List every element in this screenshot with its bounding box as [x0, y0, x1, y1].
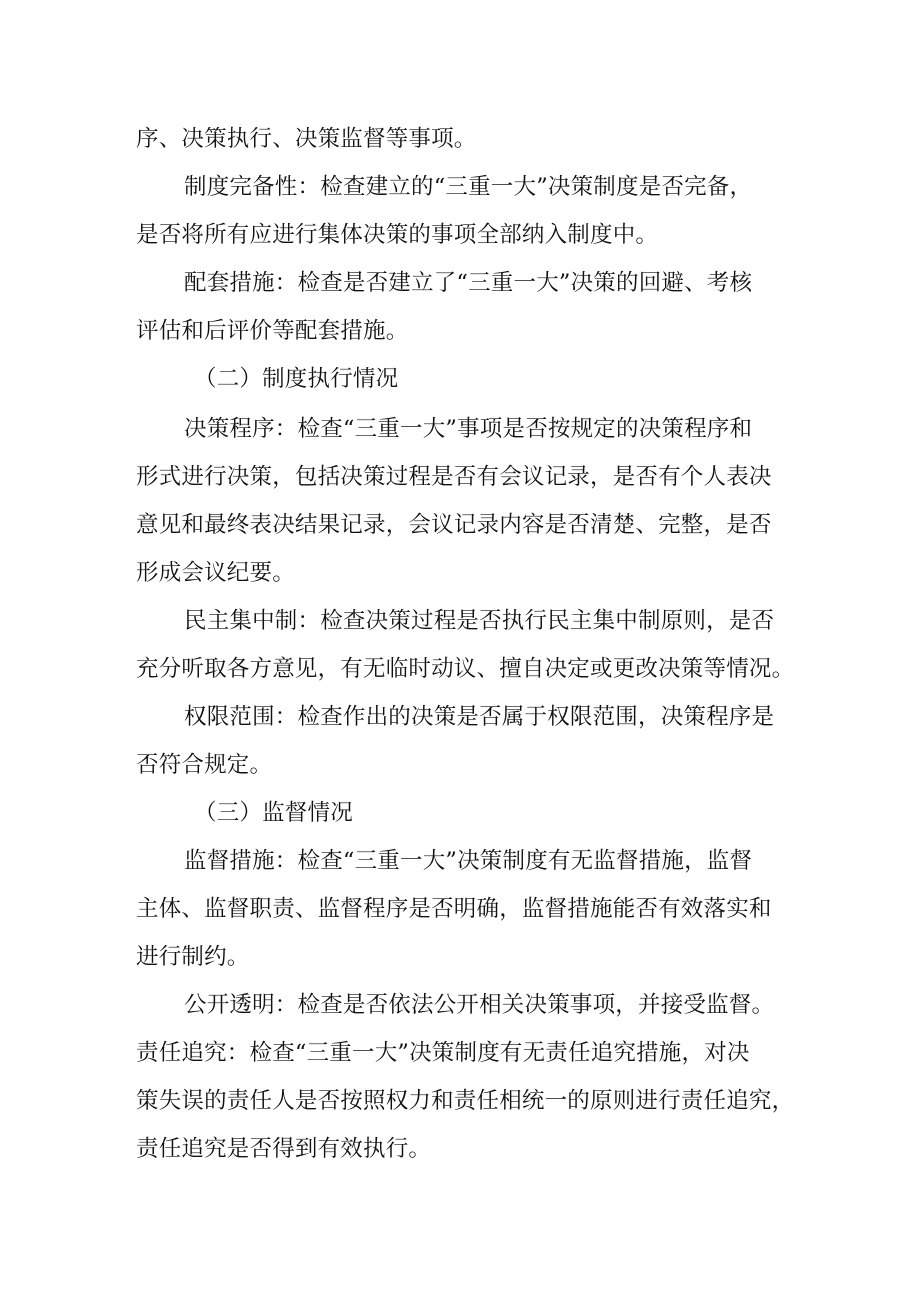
paragraph-democratic-centralism: 民主集中制：检查决策过程是否执行民主集中制原则，是否: [184, 608, 775, 634]
text-line: 责任追究是否得到有效执行。: [136, 1136, 432, 1162]
paragraph-transparency: 公开透明：检查是否依法公开相关决策事项，并接受监督。: [184, 992, 775, 1018]
text-line: 形式进行决策，包括决策过程是否有会议记录，是否有个人表决: [136, 464, 772, 490]
text-line: 形成会议纪要。: [136, 560, 295, 586]
text-line: 策失误的责任人是否按照权力和责任相统一的原则进行责任追究，: [136, 1088, 795, 1114]
text-line: 否符合规定。: [136, 752, 273, 778]
paragraph-decision-procedure: 决策程序：检查“三重一大”事项是否按规定的决策程序和: [184, 416, 753, 442]
paragraph-system-completeness: 制度完备性：检查建立的“三重一大”决策制度是否完备，: [184, 174, 753, 200]
text-line: 充分听取各方意见，有无临时动议、擅自决定或更改决策等情况。: [136, 656, 795, 682]
text-line: 评估和后评价等配套措施。: [136, 318, 409, 344]
paragraph-authority-scope: 权限范围：检查作出的决策是否属于权限范围，决策程序是: [184, 704, 775, 730]
text-line: 是否将所有应进行集体决策的事项全部纳入制度中。: [136, 222, 659, 248]
paragraph-accountability: 责任追究：检查“三重一大”决策制度有无责任追究措施，对决: [136, 1040, 750, 1066]
paragraph-supporting-measures: 配套措施：检查是否建立了“三重一大”决策的回避、考核: [184, 270, 753, 296]
section-heading-3: （三）监督情况: [194, 800, 353, 826]
text-line-continuation: 序、决策执行、决策监督等事项。: [136, 126, 477, 152]
section-heading-2: （二）制度执行情况: [194, 366, 399, 392]
text-line: 意见和最终表决结果记录，会议记录内容是否清楚、完整，是否: [136, 512, 772, 538]
paragraph-supervision-measures: 监督措施：检查“三重一大”决策制度有无监督措施，监督: [184, 848, 753, 874]
text-line: 进行制约。: [136, 944, 250, 970]
text-line: 主体、监督职责、监督程序是否明确，监督措施能否有效落实和: [136, 896, 772, 922]
